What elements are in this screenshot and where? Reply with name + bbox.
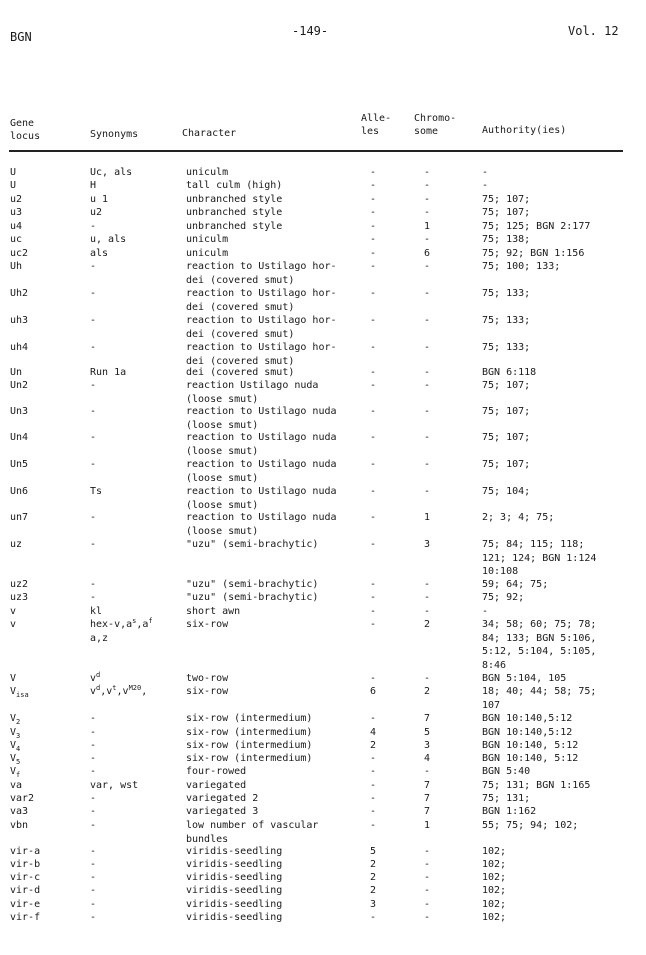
character: tall culm (high) xyxy=(186,180,283,191)
character: short awn xyxy=(186,606,241,617)
synonyms: - xyxy=(90,579,97,590)
chromosome: 1 xyxy=(423,221,431,232)
authorities: BGN 5:40 xyxy=(482,766,531,777)
character: uniculm xyxy=(186,248,229,259)
character: reaction to Ustilago hor- dei (covered smut) xyxy=(186,261,337,286)
gene-locus: uh3 xyxy=(10,315,29,326)
synonyms: - xyxy=(90,806,97,817)
synonyms: als xyxy=(90,248,109,259)
chromosome: - xyxy=(423,673,431,684)
synonyms: H xyxy=(90,180,97,191)
alleles-count: - xyxy=(369,234,377,245)
gene-locus: $V_5$ xyxy=(10,753,21,766)
authorities: 75; 107; xyxy=(482,406,531,417)
character: low number of vascular bundles xyxy=(186,820,319,845)
alleles-count: - xyxy=(369,486,377,497)
chromosome: 7 xyxy=(423,713,431,724)
chromosome: - xyxy=(423,167,431,178)
alleles-count: - xyxy=(369,248,377,259)
synonyms: - xyxy=(90,432,97,443)
authorities: - xyxy=(482,180,489,191)
chromosome: 7 xyxy=(423,793,431,804)
synonyms: u, als xyxy=(90,234,127,245)
character: six-row xyxy=(186,619,229,630)
authorities: 75; 131; BGN 1:165 xyxy=(482,780,591,791)
chromosome: 2 xyxy=(423,619,431,630)
gene-locus: uz xyxy=(10,539,23,550)
chromosome: - xyxy=(423,207,431,218)
authorities: 75; 100; 133; xyxy=(482,261,561,272)
chromosome: 1 xyxy=(423,512,431,523)
alleles-count: - xyxy=(369,606,377,617)
synonyms: Ts xyxy=(90,486,103,497)
alleles-count: - xyxy=(369,432,377,443)
gene-locus: vir-f xyxy=(10,912,41,923)
character: six-row (intermedium) xyxy=(186,753,313,764)
authorities: 75; 84; 115; 118; 121; 124; BGN 1:124 10:108 xyxy=(482,539,597,578)
authorities: 75; 104; xyxy=(482,486,531,497)
chromosome: 1 xyxy=(423,820,431,831)
alleles-count: 6 xyxy=(369,686,377,697)
gene-locus: Uh2 xyxy=(10,288,29,299)
character: six-row (intermedium) xyxy=(186,727,313,738)
authorities: 75; 92; BGN 1:156 xyxy=(482,248,585,259)
synonyms: - xyxy=(90,713,97,724)
authorities: BGN 6:118 xyxy=(482,367,537,378)
synonyms: u2 xyxy=(90,207,103,218)
chromosome: - xyxy=(423,406,431,417)
character: "uzu" (semi-brachytic) xyxy=(186,539,319,550)
authorities: 75; 133; xyxy=(482,342,531,353)
chromosome: - xyxy=(423,380,431,391)
character: reaction to Ustilago hor- dei (covered smut) xyxy=(186,288,337,313)
col-header-alleles: Alle- les xyxy=(361,113,392,137)
chromosome: - xyxy=(423,846,431,857)
authorities: 75; 125; BGN 2:177 xyxy=(482,221,591,232)
character: reaction to Ustilago nuda (loose smut) xyxy=(186,432,337,457)
character: "uzu" (semi-brachytic) xyxy=(186,592,319,603)
col-header-synonyms: Synonyms xyxy=(90,129,139,140)
alleles-count: - xyxy=(369,512,377,523)
gene-locus: vir-b xyxy=(10,859,41,870)
alleles-count: - xyxy=(369,288,377,299)
gene-locus: u2 xyxy=(10,194,23,205)
authorities: 75; 131; xyxy=(482,793,531,804)
synonyms: - xyxy=(90,727,97,738)
character: six-row xyxy=(186,686,229,697)
character: viridis-seedling xyxy=(186,899,283,910)
character: viridis-seedling xyxy=(186,912,283,923)
synonyms: - xyxy=(90,753,97,764)
gene-locus: Un6 xyxy=(10,486,29,497)
authorities: 75; 107; xyxy=(482,459,531,470)
chromosome: 6 xyxy=(423,248,431,259)
synonyms: - xyxy=(90,539,97,550)
gene-locus: Un3 xyxy=(10,406,29,417)
chromosome: - xyxy=(423,459,431,470)
alleles-count: - xyxy=(369,766,377,777)
synonyms: - xyxy=(90,380,97,391)
chromosome: - xyxy=(423,342,431,353)
character: six-row (intermedium) xyxy=(186,740,313,751)
alleles-count: - xyxy=(369,753,377,764)
character: reaction to Ustilago nuda (loose smut) xyxy=(186,406,337,431)
character: "uzu" (semi-brachytic) xyxy=(186,579,319,590)
col-header-authorities: Authority(ies) xyxy=(482,125,567,136)
alleles-count: - xyxy=(369,793,377,804)
synonyms: - xyxy=(90,315,97,326)
gene-locus: Un xyxy=(10,367,23,378)
alleles-count: - xyxy=(369,780,377,791)
gene-locus: $V_f$ xyxy=(10,766,21,779)
gene-locus: uz2 xyxy=(10,579,29,590)
character: reaction to Ustilago nuda (loose smut) xyxy=(186,459,337,484)
character: uniculm xyxy=(186,234,229,245)
character: four-rowed xyxy=(186,766,247,777)
authorities: 55; 75; 94; 102; xyxy=(482,820,579,831)
alleles-count: - xyxy=(369,459,377,470)
gene-locus: vbn xyxy=(10,820,29,831)
authorities: 59; 64; 75; xyxy=(482,579,549,590)
alleles-count: 2 xyxy=(369,872,377,883)
chromosome: 5 xyxy=(423,727,431,738)
alleles-count: - xyxy=(369,180,377,191)
running-header-left: BGN xyxy=(10,30,32,44)
character: reaction to Ustilago hor- dei (covered smut) xyxy=(186,342,337,367)
volume-label: Vol. 12 xyxy=(568,24,619,38)
alleles-count: - xyxy=(369,579,377,590)
alleles-count: - xyxy=(369,673,377,684)
gene-locus: uc xyxy=(10,234,23,245)
alleles-count: - xyxy=(369,207,377,218)
gene-locus: Uh xyxy=(10,261,23,272)
gene-locus: U xyxy=(10,167,17,178)
alleles-count: - xyxy=(369,367,377,378)
character: viridis-seedling xyxy=(186,846,283,857)
synonyms: - xyxy=(90,512,97,523)
alleles-count: - xyxy=(369,806,377,817)
chromosome: 4 xyxy=(423,753,431,764)
character: dei (covered smut) xyxy=(186,367,295,378)
gene-locus: v xyxy=(10,619,17,630)
gene-locus: $V_{isa}$ xyxy=(10,686,29,699)
synonyms: - xyxy=(90,899,97,910)
synonyms: - xyxy=(90,459,97,470)
alleles-count: - xyxy=(369,221,377,232)
authorities: 2; 3; 4; 75; xyxy=(482,512,555,523)
gene-locus: u4 xyxy=(10,221,23,232)
synonyms: - xyxy=(90,859,97,870)
chromosome: 7 xyxy=(423,780,431,791)
synonyms: - xyxy=(90,766,97,777)
character: viridis-seedling xyxy=(186,859,283,870)
chromosome: - xyxy=(423,899,431,910)
gene-locus: va xyxy=(10,780,23,791)
authorities: 75; 133; xyxy=(482,315,531,326)
character: uniculm xyxy=(186,167,229,178)
gene-locus: Un5 xyxy=(10,459,29,470)
alleles-count: 2 xyxy=(369,859,377,870)
synonyms: var, wst xyxy=(90,780,139,791)
synonyms: - xyxy=(90,820,97,831)
character: reaction to Ustilago nuda (loose smut) xyxy=(186,486,337,511)
chromosome: - xyxy=(423,234,431,245)
gene-locus: un7 xyxy=(10,512,29,523)
synonyms: - xyxy=(90,885,97,896)
alleles-count: - xyxy=(369,342,377,353)
gene-locus: vir-c xyxy=(10,872,41,883)
chromosome: - xyxy=(423,766,431,777)
alleles-count: 5 xyxy=(369,846,377,857)
gene-locus: Un4 xyxy=(10,432,29,443)
alleles-count: - xyxy=(369,539,377,550)
character: reaction to Ustilago hor- dei (covered smut) xyxy=(186,315,337,340)
alleles-count: - xyxy=(369,820,377,831)
synonyms: - xyxy=(90,740,97,751)
gene-locus: U xyxy=(10,180,17,191)
chromosome: - xyxy=(423,367,431,378)
character: two-row xyxy=(186,673,229,684)
synonyms: hex-$v,a^s,a^f$ a,z xyxy=(90,617,153,644)
authorities: 75; 92; xyxy=(482,592,525,603)
authorities: 75; 107; xyxy=(482,432,531,443)
authorities: 75; 133; xyxy=(482,288,531,299)
authorities: 102; xyxy=(482,912,507,923)
synonyms: - xyxy=(90,406,97,417)
gene-locus: $V_2$ xyxy=(10,713,21,726)
chromosome: - xyxy=(423,486,431,497)
chromosome: - xyxy=(423,579,431,590)
character: variegated xyxy=(186,780,247,791)
col-header-character: Character xyxy=(182,128,237,139)
gene-locus: va3 xyxy=(10,806,29,817)
gene-locus: vir-e xyxy=(10,899,41,910)
authorities: 75; 107; xyxy=(482,380,531,391)
alleles-count: - xyxy=(369,912,377,923)
character: variegated 2 xyxy=(186,793,259,804)
character: unbranched style xyxy=(186,207,283,218)
gene-locus: vir-d xyxy=(10,885,41,896)
chromosome: - xyxy=(423,194,431,205)
gene-locus: V xyxy=(10,673,17,684)
character: reaction to Ustilago nuda (loose smut) xyxy=(186,512,337,537)
authorities: 102; xyxy=(482,885,507,896)
authorities: 18; 40; 44; 58; 75; 107 xyxy=(482,686,597,711)
synonyms: - xyxy=(90,872,97,883)
alleles-count: - xyxy=(369,713,377,724)
synonyms: - xyxy=(90,342,97,353)
chromosome: - xyxy=(423,261,431,272)
col-header-chromosome: Chromo- some xyxy=(414,113,457,137)
character: viridis-seedling xyxy=(186,872,283,883)
gene-locus: v xyxy=(10,606,17,617)
synonyms: - xyxy=(90,592,97,603)
authorities: 75; 107; xyxy=(482,194,531,205)
gene-locus: uz3 xyxy=(10,592,29,603)
chromosome: - xyxy=(423,912,431,923)
authorities: 102; xyxy=(482,872,507,883)
synonyms: Uc, als xyxy=(90,167,133,178)
chromosome: - xyxy=(423,592,431,603)
character: viridis-seedling xyxy=(186,885,283,896)
character: variegated 3 xyxy=(186,806,259,817)
alleles-count: - xyxy=(369,406,377,417)
authorities: 102; xyxy=(482,899,507,910)
alleles-count: 2 xyxy=(369,740,377,751)
chromosome: - xyxy=(423,315,431,326)
authorities: 102; xyxy=(482,859,507,870)
chromosome: - xyxy=(423,432,431,443)
synonyms: $v^d,v^t,v^{M20}$, xyxy=(90,684,148,697)
authorities: 75; 107; xyxy=(482,207,531,218)
chromosome: 3 xyxy=(423,740,431,751)
synonyms: - xyxy=(90,846,97,857)
gene-locus: uc2 xyxy=(10,248,29,259)
character: unbranched style xyxy=(186,194,283,205)
gene-locus: $V_3$ xyxy=(10,727,21,740)
synonyms: - xyxy=(90,261,97,272)
chromosome: - xyxy=(423,180,431,191)
alleles-count: 2 xyxy=(369,885,377,896)
synonyms: - xyxy=(90,288,97,299)
authorities: BGN 10:140, 5:12 xyxy=(482,740,579,751)
authorities: - xyxy=(482,167,489,178)
authorities: BGN 10:140, 5:12 xyxy=(482,753,579,764)
alleles-count: 4 xyxy=(369,727,377,738)
synonyms: kl xyxy=(90,606,103,617)
gene-locus: uh4 xyxy=(10,342,29,353)
gene-locus: Un2 xyxy=(10,380,29,391)
character: reaction Ustilago nuda (loose smut) xyxy=(186,380,319,405)
authorities: 102; xyxy=(482,846,507,857)
alleles-count: - xyxy=(369,194,377,205)
gene-locus: $V_4$ xyxy=(10,740,21,753)
synonyms: - xyxy=(90,793,97,804)
synonyms: Run 1a xyxy=(90,367,127,378)
character: unbranched style xyxy=(186,221,283,232)
gene-locus: var2 xyxy=(10,793,35,804)
alleles-count: - xyxy=(369,167,377,178)
synonyms: - xyxy=(90,912,97,923)
alleles-count: - xyxy=(369,315,377,326)
chromosome: 2 xyxy=(423,686,431,697)
synonyms: u 1 xyxy=(90,194,109,205)
alleles-count: - xyxy=(369,380,377,391)
chromosome: 3 xyxy=(423,539,431,550)
chromosome: - xyxy=(423,885,431,896)
alleles-count: 3 xyxy=(369,899,377,910)
alleles-count: - xyxy=(369,261,377,272)
header-rule xyxy=(9,150,623,152)
chromosome: - xyxy=(423,606,431,617)
gene-locus: u3 xyxy=(10,207,23,218)
authorities: 34; 58; 60; 75; 78; 84; 133; BGN 5:106, 5:12, 5:104, 5:105, 8:46 xyxy=(482,619,597,671)
chromosome: - xyxy=(423,288,431,299)
authorities: 75; 138; xyxy=(482,234,531,245)
chromosome: 7 xyxy=(423,806,431,817)
authorities: - xyxy=(482,606,489,617)
alleles-count: - xyxy=(369,592,377,603)
gene-locus: vir-a xyxy=(10,846,41,857)
synonyms: $v^d$ xyxy=(90,671,101,684)
col-header-locus: Gene locus xyxy=(10,118,41,142)
character: six-row (intermedium) xyxy=(186,713,313,724)
authorities: BGN 10:140,5:12 xyxy=(482,713,573,724)
authorities: BGN 5:104, 105 xyxy=(482,673,567,684)
synonyms: - xyxy=(90,221,97,232)
authorities: BGN 1:162 xyxy=(482,806,537,817)
authorities: BGN 10:140,5:12 xyxy=(482,727,573,738)
chromosome: - xyxy=(423,859,431,870)
chromosome: - xyxy=(423,872,431,883)
page-number: -149- xyxy=(292,24,329,38)
alleles-count: - xyxy=(369,619,377,630)
